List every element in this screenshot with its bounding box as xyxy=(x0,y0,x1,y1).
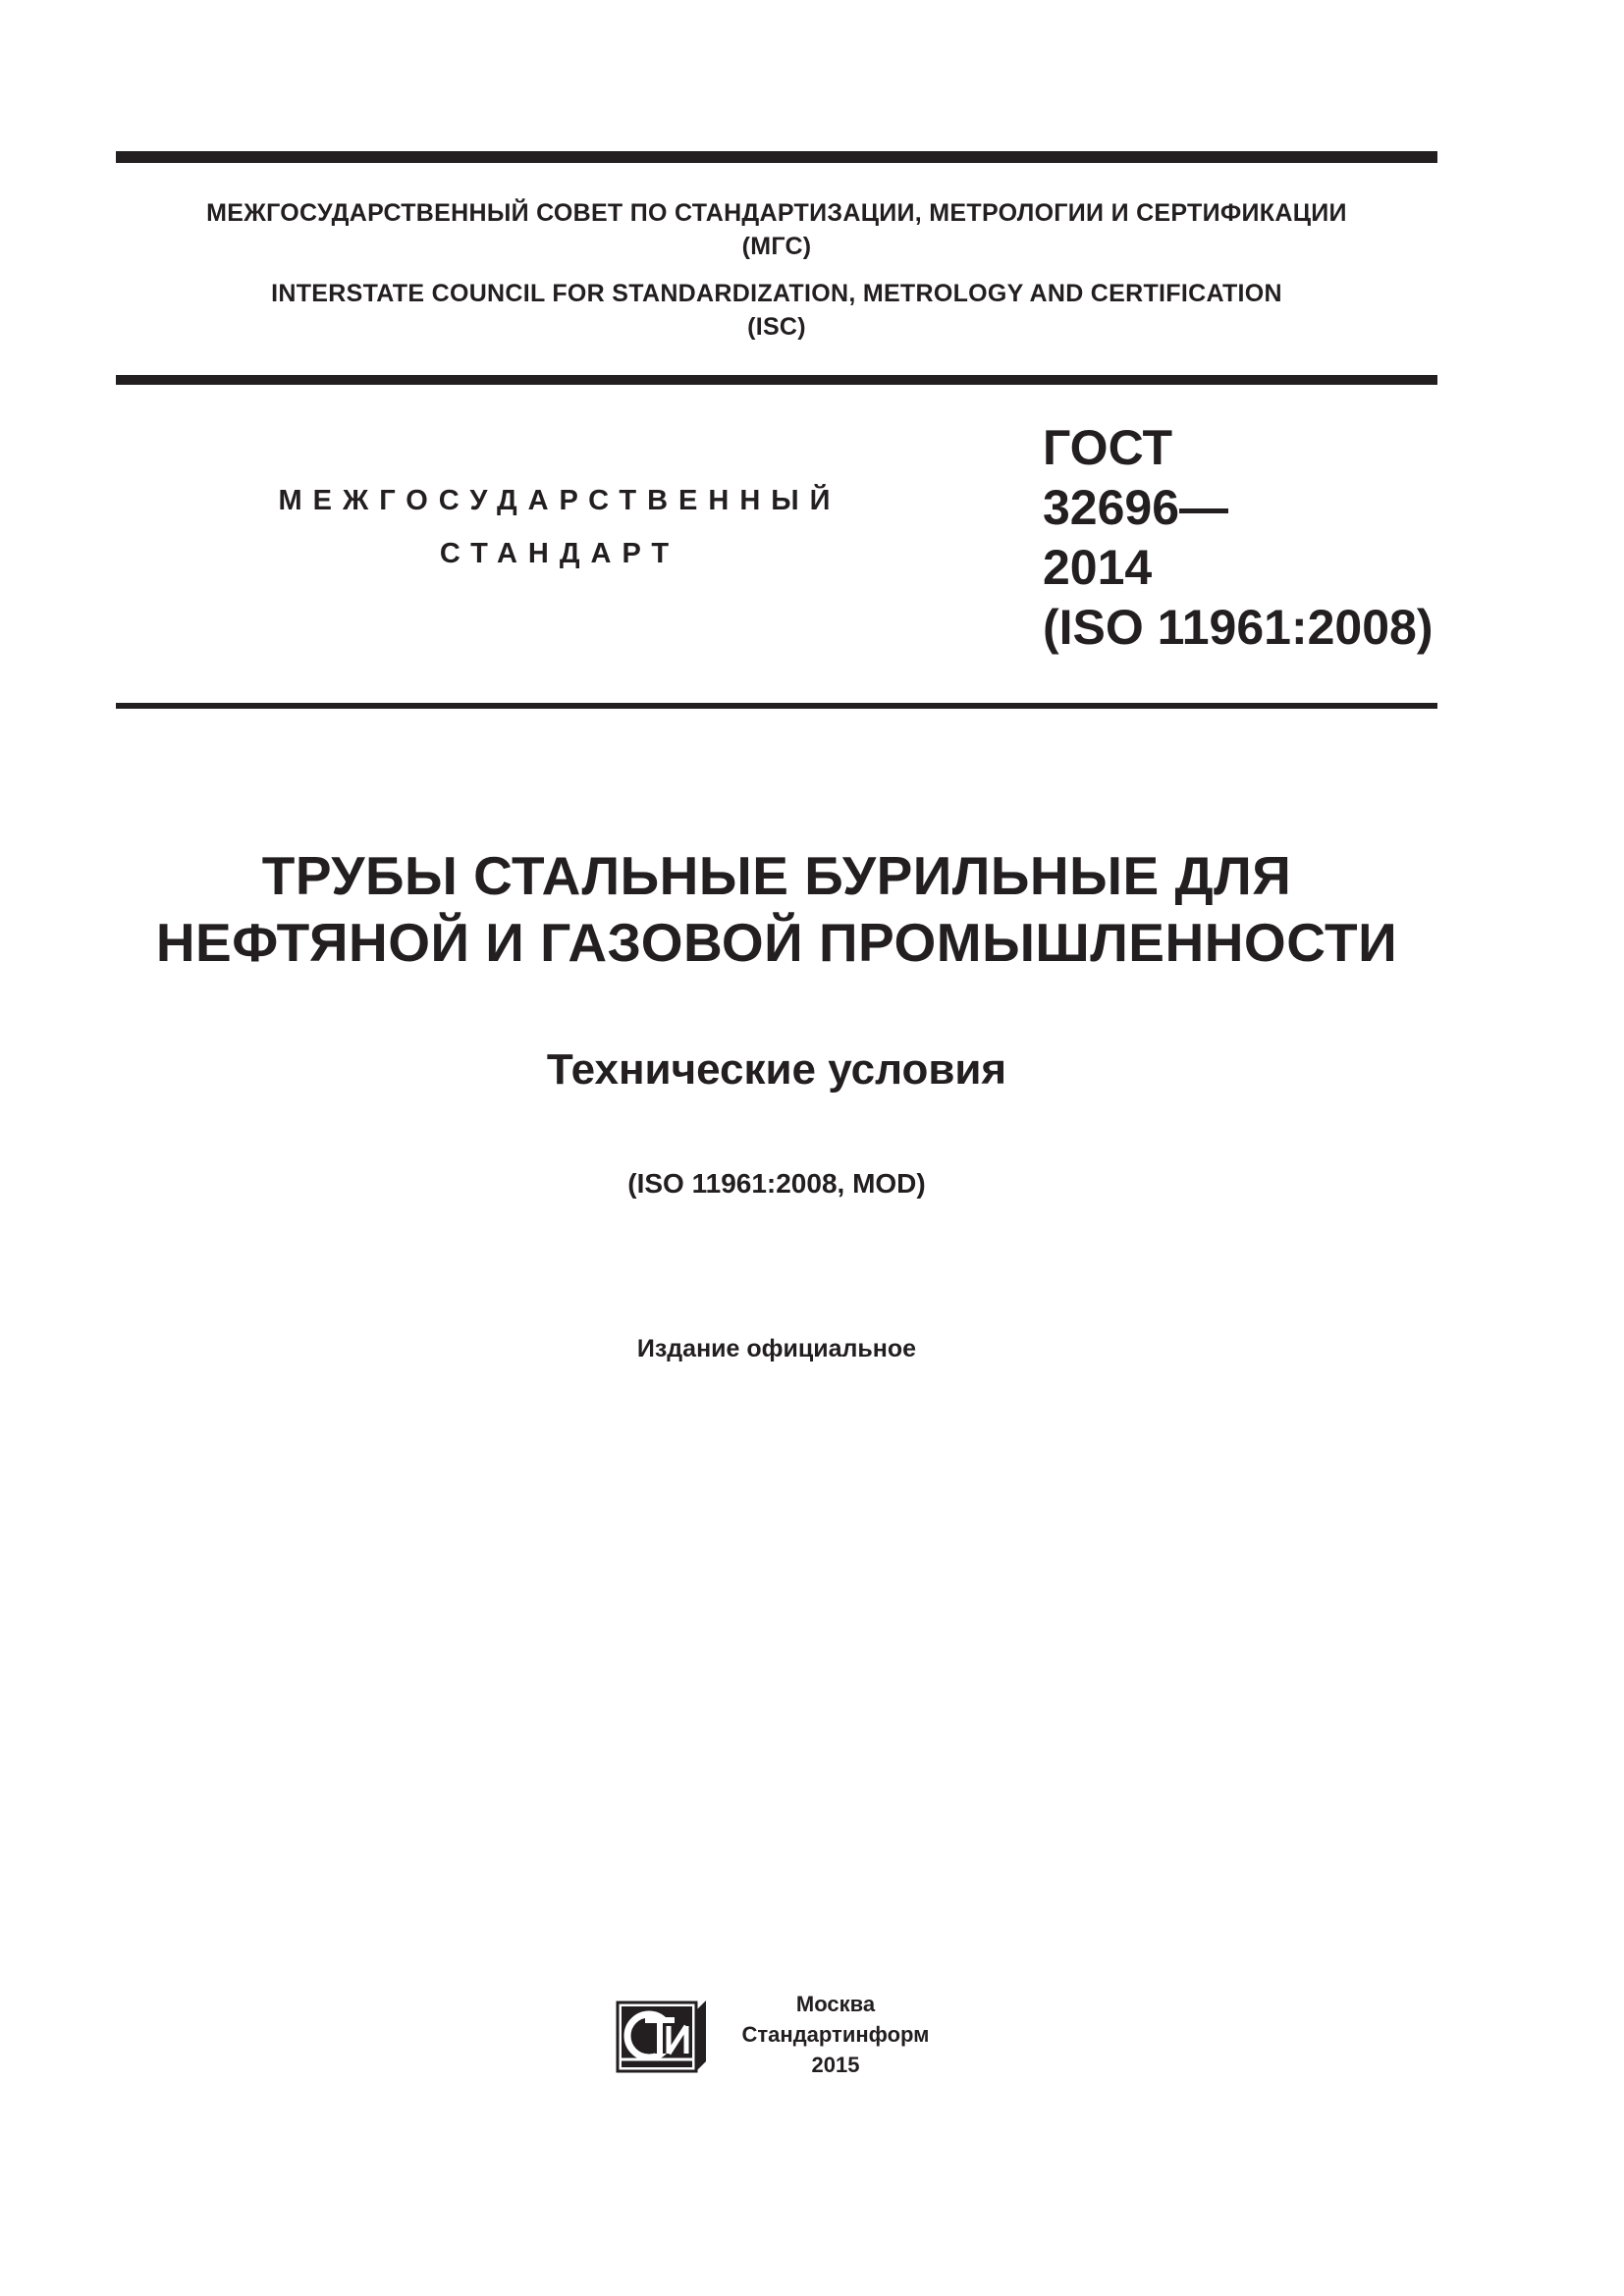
publisher-imprint xyxy=(723,1989,948,2080)
iso-reference: (ISO 11961:2008, MOD) xyxy=(627,1168,926,1199)
standard-type xyxy=(236,474,884,580)
designation-number: 32696— xyxy=(1043,480,1229,535)
publisher-year: 2015 xyxy=(811,2053,860,2077)
document-title-line1: ТРУБЫ СТАЛЬНЫЕ БУРИЛЬНЫЕ ДЛЯ xyxy=(261,845,1292,906)
lower-rule xyxy=(116,703,1437,709)
council-abbr-en: (ISC) xyxy=(747,313,806,341)
council-name-en-line: INTERSTATE COUNCIL FOR STANDARDIZATION, METROLOGY AND CERTIFICATION xyxy=(271,280,1282,307)
designation-gost: ГОСТ xyxy=(1043,420,1172,475)
document-title-line2: НЕФТЯНОЙ И ГАЗОВОЙ ПРОМЫШЛЕННОСТИ xyxy=(155,912,1398,973)
top-rule xyxy=(116,151,1437,163)
standard-type-line2: СТАНДАРТ xyxy=(439,538,680,569)
publisher-name: Стандартинформ xyxy=(741,2022,930,2047)
designation-iso: (ISO 11961:2008) xyxy=(1043,600,1434,655)
document-title xyxy=(116,842,1437,976)
council-name-ru xyxy=(116,196,1437,263)
designation-year: 2014 xyxy=(1043,540,1153,595)
council-name-en xyxy=(116,277,1437,344)
standartinform-logo-icon xyxy=(616,1999,708,2075)
council-name-ru-line: МЕЖГОСУДАРСТВЕННЫЙ СОВЕТ ПО СТАНДАРТИЗАЦИИ, МЕТРОЛОГИИ И СЕРТИФИКАЦИИ xyxy=(206,199,1347,227)
standard-designation xyxy=(1043,418,1434,658)
standard-type-line1: МЕЖГОСУДАРСТВЕННЫЙ xyxy=(278,485,841,516)
document-subtitle: Технические условия xyxy=(546,1045,1007,1094)
council-abbr-ru: (МГС) xyxy=(741,233,812,260)
edition-label: Издание официальное xyxy=(636,1335,917,1362)
publisher-city: Москва xyxy=(795,1992,876,2016)
middle-rule xyxy=(116,375,1437,385)
